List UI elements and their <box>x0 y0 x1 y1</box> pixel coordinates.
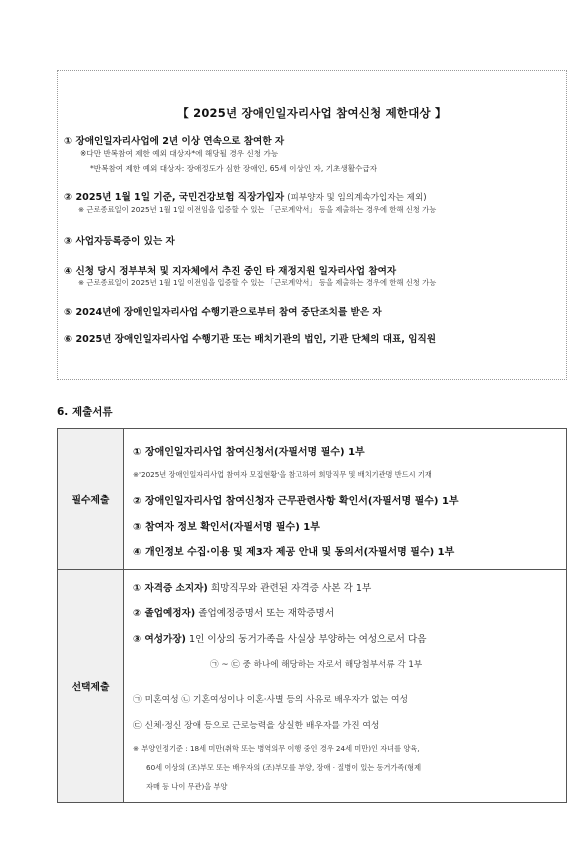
optional-sub-intro: ㉠ ~ ㉢ 중 하나에 해당하는 자로서 해당첨부서류 각 1부 <box>210 660 423 670</box>
optional-row <box>58 570 567 803</box>
optional-item-1: ① 자격증 소지자) 희망직무와 관련된 자격증 사본 각 1부 <box>133 583 372 594</box>
restriction-item-4-note: ※ 근로종료일이 2025년 1월 1일 이전임을 입증할 수 있는 「근로계약서」 등을 제출하는 경우에 한해 신청 가능 <box>78 278 437 287</box>
restrictions-box <box>57 70 567 380</box>
restriction-item-1-note: ※다만 반복참여 제한 예외 대상자*에 해당될 경우 신청 가능 <box>80 149 279 158</box>
required-row <box>58 429 567 570</box>
optional-item-3: ③ 여성가장) 1인 이상의 동거가족을 사실상 부양하는 여성으로서 다음 <box>133 634 427 645</box>
required-line-4: ④ 개인정보 수집·이용 및 제3자 제공 안내 및 동의서(자필서명 필수) 1부 <box>133 547 455 558</box>
optional-cell <box>124 570 567 803</box>
optional-sub-line-1: ㉠ 미혼여성 ㉡ 기혼여성이나 이혼·사별 등의 사유로 배우자가 없는 여성 <box>133 695 408 705</box>
optional-sub-line-2: ㉢ 신체·정신 장애 등으로 근로능력을 상실한 배우자를 가진 여성 <box>133 721 380 731</box>
optional-note-3: 자매 등 나이 무관)을 부양 <box>146 782 228 791</box>
required-line-2: ② 장애인일자리사업 참여신청자 근무관련사항 확인서(자필서명 필수) 1부 <box>133 496 459 507</box>
restriction-item-4: ④ 신청 당시 정부부처 및 지자체에서 추진 중인 타 재정지원 일자리사업 참여자 <box>64 266 397 277</box>
restriction-item-3: ③ 사업자등록증이 있는 자 <box>64 236 175 247</box>
required-cell <box>124 429 567 570</box>
optional-item-2: ② 졸업예정자) 졸업예정증명서 또는 재학증명서 <box>133 608 335 619</box>
section-title: 6. 제출서류 <box>57 406 113 418</box>
optional-note-2: 60세 이상의 (조)부모 또는 배우자의 (조)부모를 부양, 장애 · 질병이 있는 동거가족(형제 <box>146 763 422 772</box>
restriction-item-1-subnote: *반복참여 제한 예외 대상자: 장애정도가 심한 장애인, 65세 이상인 자, 기초생활수급자 <box>90 164 378 173</box>
restrictions-title: 【 2025년 장애인일자리사업 참여신청 제한대상 】 <box>177 106 447 120</box>
documents-table <box>57 428 567 803</box>
optional-label: 선택제출 <box>58 570 124 803</box>
required-line-3: ③ 참여자 정보 확인서(자필서명 필수) 1부 <box>133 522 320 533</box>
restriction-item-6: ⑥ 2025년 장애인일자리사업 수행기관 또는 배치기관의 법인, 기관 단체의 대표, 임직원 <box>64 334 437 345</box>
restriction-item-2-note: ※ 근로종료일이 2025년 1월 1일 이전임을 입증할 수 있는 「근로계약서」 등을 제출하는 경우에 한해 신청 가능 <box>78 205 437 214</box>
restriction-item-2: ② 2025년 1월 1일 기준, 국민건강보험 직장가입자 (피부양자 및 임의계속가입자는 제외) <box>64 192 427 203</box>
required-line-1: ① 장애인일자리사업 참여신청서(자필서명 필수) 1부 <box>133 447 365 458</box>
restriction-item-5: ⑤ 2024년에 장애인일자리사업 수행기관으로부터 참여 중단조치를 받은 자 <box>64 307 382 318</box>
required-note: ※'2025년 장애인일자리사업 참여자 모집현황'을 참고하여 희망직무 및 배치기관명 반드시 기재 <box>133 470 432 479</box>
required-label: 필수제출 <box>58 429 124 570</box>
optional-note-1: ※ 부양인정기준 : 18세 미만(취학 또는 병역의무 이행 중인 경우 24세 미만)인 자녀를 양육, <box>133 744 420 753</box>
restriction-item-1: ① 장애인일자리사업에 2년 이상 연속으로 참여한 자 <box>64 136 285 147</box>
